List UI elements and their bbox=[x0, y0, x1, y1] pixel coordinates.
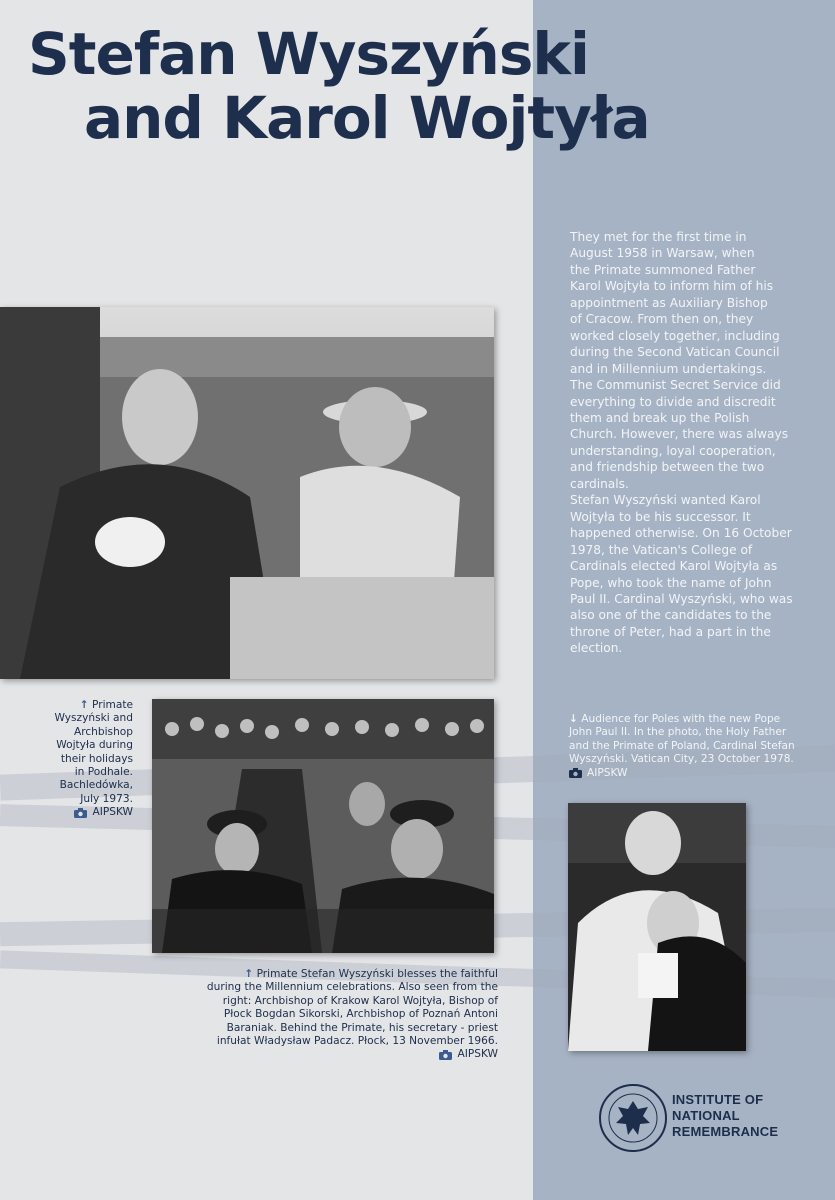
page-title bbox=[28, 22, 818, 150]
caption-audience bbox=[569, 713, 819, 783]
institute-line: REMEMBRANCE bbox=[672, 1124, 779, 1139]
title-line-1: Stefan Wyszyński bbox=[28, 20, 589, 88]
caption-line: Wyszyński and bbox=[54, 712, 133, 725]
intro-line: August 1958 in Warsaw, when bbox=[570, 246, 755, 261]
intro-line: appointment as Auxiliary Bishop bbox=[570, 295, 768, 310]
caption-line: and the Primate of Poland, Cardinal Stefan bbox=[569, 739, 795, 752]
caption-line: Baraniak. Behind the Primate, his secretary - priest bbox=[226, 1021, 498, 1034]
camera-icon bbox=[74, 808, 87, 818]
title-line-2: and Karol Wojtyła bbox=[84, 84, 650, 152]
camera-icon bbox=[439, 1050, 452, 1060]
photo-holiday-image bbox=[0, 307, 494, 679]
intro-line: Stefan Wyszyński wanted Karol bbox=[570, 493, 761, 508]
intro-line: throne of Peter, had a part in the bbox=[570, 624, 771, 639]
intro-line: also one of the candidates to the bbox=[570, 608, 772, 623]
caption-line: infułat Władysław Padacz. Płock, 13 November 1966. bbox=[216, 1035, 498, 1048]
credit-label: AIPSKW bbox=[92, 806, 133, 819]
caption-line: Primate bbox=[92, 699, 133, 711]
intro-line: and friendship between the two bbox=[570, 460, 765, 475]
caption-holiday bbox=[30, 699, 133, 822]
intro-line: of Cracow. From then on, they bbox=[570, 312, 754, 327]
photo-audience-image bbox=[568, 803, 746, 1051]
caption-line: right: Archbishop of Krakow Karol Wojtyła, Bishop of bbox=[222, 994, 498, 1007]
intro-line: Wojtyła to be his successor. It bbox=[570, 509, 751, 524]
intro-line: Cardinals elected Karol Wojtyła as bbox=[570, 559, 778, 574]
caption-line: Płock Bogdan Sikorski, Archbishop of Poznań Antoni bbox=[223, 1008, 498, 1021]
intro-line: Pope, who took the name of John bbox=[570, 575, 772, 590]
credit-label: AIPSKW bbox=[587, 766, 628, 779]
intro-line: happened otherwise. On 16 October bbox=[570, 526, 792, 541]
caption-line: John Paul II. In the photo, the Holy Father bbox=[569, 726, 787, 739]
intro-line: cardinals. bbox=[570, 476, 629, 491]
intro-line: 1978, the Vatican's College of bbox=[570, 542, 753, 557]
caption-line: in Podhale. bbox=[74, 766, 133, 779]
camera-icon bbox=[569, 768, 582, 778]
institute-name bbox=[672, 1092, 812, 1140]
caption-line: their holidays bbox=[60, 752, 133, 765]
caption-line: during the Millennium celebrations. Also seen from the bbox=[206, 981, 498, 994]
intro-line: Karol Wojtyła to inform him of his bbox=[570, 279, 774, 294]
intro-line: understanding, loyal cooperation, bbox=[570, 443, 776, 458]
caption-line: Primate Stefan Wyszyński blesses the faithful bbox=[256, 968, 498, 980]
photo-audience-vatican bbox=[568, 803, 746, 1051]
intro-line: worked closely together, including bbox=[570, 328, 780, 343]
intro-line: the Primate summoned Father bbox=[570, 262, 756, 277]
arrow-down-icon: ↓ bbox=[569, 713, 578, 725]
ipn-eagle-seal-icon bbox=[598, 1083, 668, 1153]
photo-credit bbox=[74, 806, 133, 819]
intro-line: and in Millennium undertakings. bbox=[570, 361, 767, 376]
credit-label: AIPSKW bbox=[457, 1048, 498, 1061]
caption-line: Archbishop bbox=[73, 725, 133, 738]
intro-line: election. bbox=[570, 641, 623, 656]
caption-millennium bbox=[168, 968, 498, 1065]
intro-text bbox=[570, 229, 810, 657]
intro-line: everything to divide and discredit bbox=[570, 394, 776, 409]
photo-holiday-podhale bbox=[0, 307, 494, 679]
photo-credit bbox=[569, 767, 628, 780]
caption-line: Bachledówka, bbox=[59, 779, 133, 792]
intro-line: during the Second Vatican Council bbox=[570, 345, 780, 360]
arrow-up-icon: ↑ bbox=[244, 968, 254, 980]
intro-line: Church. However, there was always bbox=[570, 427, 789, 442]
institute-line: NATIONAL bbox=[672, 1108, 740, 1123]
intro-line: The Communist Secret Service did bbox=[570, 378, 781, 393]
institute-line: INSTITUTE OF bbox=[672, 1092, 764, 1107]
caption-line: Audience for Poles with the new Pope bbox=[581, 713, 781, 725]
photo-millennium-celebrations bbox=[152, 699, 494, 953]
intro-line: them and break up the Polish bbox=[570, 410, 750, 425]
caption-line: Wyszyński. Vatican City, 23 October 1978. bbox=[569, 753, 794, 766]
photo-millennium-image bbox=[152, 699, 494, 953]
caption-line: July 1973. bbox=[80, 792, 133, 805]
caption-line: Wojtyła during bbox=[56, 739, 133, 752]
intro-line: They met for the first time in bbox=[570, 230, 747, 244]
arrow-up-icon: ↑ bbox=[79, 699, 89, 711]
intro-line: Paul II. Cardinal Wyszyński, who was bbox=[570, 591, 793, 606]
photo-credit bbox=[439, 1048, 498, 1061]
